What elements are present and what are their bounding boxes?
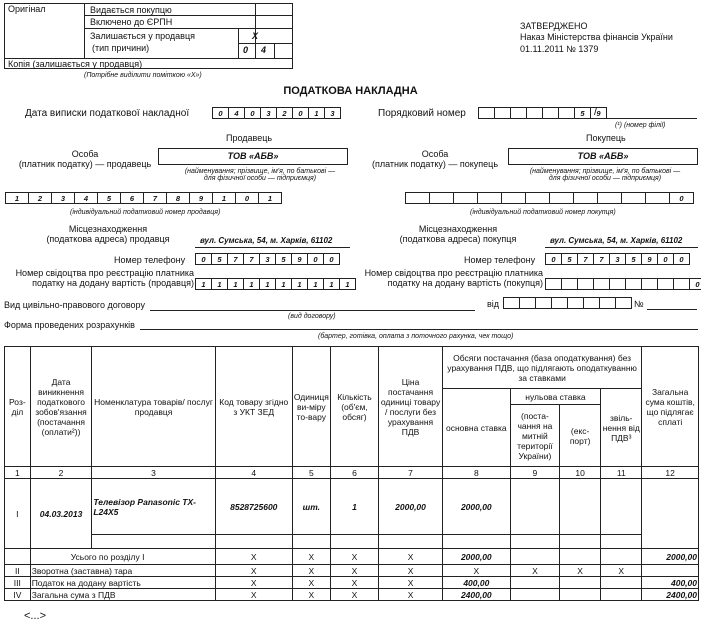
original-label: Оригінал [8,4,46,14]
row3-label: Податок на додану вартість [30,577,215,589]
order-line-1: Наказ Міністерства фінансів України [520,32,673,42]
h-date: Дата виникнення податкового зобов'язання (постачання (оплати²)) [30,347,92,467]
goods-table [4,346,699,601]
h-exempt: звіль-нення від ПДВ³ [601,389,642,467]
name-cell[interactable]: Телевізор Panasonic TX-L24X5 [92,479,215,535]
seller-cert-cells[interactable]: 1 1 1 1 1 1 1 1 1 1 [195,278,356,290]
seller-address-label: Місцезнаходження (податкова адреса) продавця [46,224,170,244]
section-cell: I [5,479,31,549]
contract-number-label: № [634,299,644,309]
export-cell[interactable] [560,479,601,535]
seller-cert-label: Номер свідоцтва про реєстрацію платника податку на додану вартість (продавця) [15,268,194,288]
exempt-cell[interactable] [601,479,642,535]
option-erpn: Включено до ЄРПН [90,17,173,27]
contract-field[interactable] [150,310,475,311]
h-volume: Обсяги постачання (база оподаткування) без урахування ПДВ, що підлягають оподаткуванню за ставками [442,347,641,389]
option-reason: (тип причини) [92,43,150,53]
row4-label: Загальна сума з ПДВ [30,589,215,601]
contract-date-cells[interactable] [503,297,632,309]
buyer-phone-label: Номер телефону [464,255,536,265]
h-customs: (поста-чання на митній території України) [510,405,559,467]
basic-cell[interactable]: 2000,00 [442,479,510,535]
seller-address: вул. Сумська, 54, м. Харків, 61102 [200,236,333,245]
buyer-phone-cells[interactable]: 0 5 7 7 3 5 9 0 0 [545,253,690,265]
col-number: 9 [510,467,559,479]
h-qty: Кількість (об'єм, обсяг) [330,347,378,467]
col-number: 11 [601,467,642,479]
seller-person-label: Особа (платник податку) — продавець [18,149,152,169]
option-issued: Видається покупцю [90,5,172,15]
seller-phone-cells[interactable]: 0 5 7 7 3 5 9 0 0 [195,253,340,265]
number-slash: / [594,106,598,118]
buyer-person-label: Особа (платник податку) — покупець [371,149,499,169]
contract-note: (вид договору) [288,313,336,320]
seller-ipn-note: (індивідуальний податковий номер продавця) [70,209,221,216]
table-row: III Податок на додану вартість X X X X 400,00 400,00 [5,577,699,589]
sum1-basic: 2000,00 [442,549,510,565]
h-code: Код товару згідно з УКТ ЗЕД [215,347,292,467]
col-number: 7 [379,467,443,479]
table-row: II Зворотна (заставна) тара X X X X X X X X [5,565,699,577]
reason-digit-2[interactable]: 4 [261,45,267,55]
col-number: 12 [642,467,699,479]
date-cell[interactable]: 04.03.2013 [30,479,92,549]
kept-mark[interactable]: X [252,31,259,41]
payment-field[interactable] [140,329,698,330]
row3-basic: 400,00 [442,577,510,589]
h-total: Загальна сума коштів, що підлягає сплаті [642,347,699,467]
col-number: 3 [92,467,215,479]
seller-heading: Продавець [226,133,273,143]
h-basic: основна ставка [442,389,510,467]
col-number: 4 [215,467,292,479]
code-cell[interactable]: 8528725600 [215,479,292,535]
table-row [5,479,699,535]
seller-name: ТОВ «АБВ» [227,151,279,161]
table-row: Усього по розділу I X X X X 2000,00 2000,00 [5,549,699,565]
buyer-address: вул. Сумська, 54, м. Харків, 61102 [550,236,683,245]
issue-date-label: Дата виписки податкової накладної [25,108,190,119]
copy-label: Копія (залишається у продавця) [8,59,143,69]
sum1-total: 2000,00 [642,549,699,565]
unit-cell[interactable]: шт. [292,479,330,535]
table-row: IV Загальна сума з ПДВ X X X X 2400,00 2400,00 [5,589,699,601]
ellipsis: <...> [24,610,47,622]
buyer-cert-label: Номер свідоцтва про реєстрацію платника податку на додану вартість (покупця) [364,268,543,288]
buyer-name: ТОВ «АБВ» [577,151,629,161]
h-zero: нульова ставка [510,389,600,405]
payment-label: Форма проведених розрахунків [4,320,135,330]
buyer-address-label: Місцезнаходження (податкова адреса) покупця [399,224,517,244]
row4-total: 2400,00 [642,589,699,601]
sum1-label: Усього по розділу I [30,549,215,565]
buyer-cert-cells[interactable]: 0 [545,278,701,290]
contract-label: Вид цивільно-правового договору [4,300,145,310]
buyer-ipn-note: (індивідуальний податковий номер покупця) [470,209,616,216]
col-number: 8 [442,467,510,479]
customs-cell[interactable] [510,479,559,535]
col-number: 1 [5,467,31,479]
h-price: Ціна постачання одиниці товару / послуги без урахування ПДВ [379,347,443,467]
col-number: 2 [30,467,92,479]
row2-label: Зворотна (заставна) тара [30,565,215,577]
buyer-ipn-cells[interactable]: 0 [405,192,694,204]
col-number: 5 [292,467,330,479]
mark-note: (Потрібне виділити поміткою «Х») [84,72,202,79]
issue-date-cells[interactable]: 0 4 0 3 2 0 1 3 [212,107,341,119]
col-number: 10 [560,467,601,479]
col-number: 6 [330,467,378,479]
number-label: Порядковий номер [378,108,466,119]
seller-name-note: (найменування; прізвище, ім'я, по батькові — для фізичної особи — підприємця) [184,168,336,182]
h-export: (екс-порт) [560,405,601,467]
seller-phone-label: Номер телефону [114,255,186,265]
number-cells[interactable]: 5 9 [478,107,607,119]
approved-label: ЗАТВЕРДЖЕНО [520,21,588,31]
qty-cell[interactable]: 1 [330,479,378,535]
payment-note: (бартер, готівка, оплата з поточного рахунка, чек тощо) [318,333,514,340]
seller-ipn-cells[interactable]: 1 2 3 4 5 6 7 8 9 1 0 1 [5,192,282,204]
h-unit: Одиниця ви-міру то-вару [292,347,330,467]
order-line-2: 01.11.2011 № 1379 [520,44,599,54]
buyer-name-note: (найменування; прізвище, ім'я, по батькові — для фізичної особи — підприємця) [529,168,681,182]
price-cell[interactable]: 2000,00 [379,479,443,535]
branch-note: (¹) (номер філії) [615,122,666,129]
h-section: Роз-діл [5,347,31,467]
h-name: Номенклатура товарів/ послуг продавця [92,347,215,467]
total-cell[interactable] [642,479,699,549]
row4-basic: 2400,00 [442,589,510,601]
buyer-heading: Покупець [586,133,626,143]
contract-from-label: від [487,299,500,309]
page-title: ПОДАТКОВА НАКЛАДНА [283,85,418,97]
row3-total: 400,00 [642,577,699,589]
reason-digit-1[interactable]: 0 [243,45,249,55]
option-kept: Залишається у продавця [90,31,195,41]
